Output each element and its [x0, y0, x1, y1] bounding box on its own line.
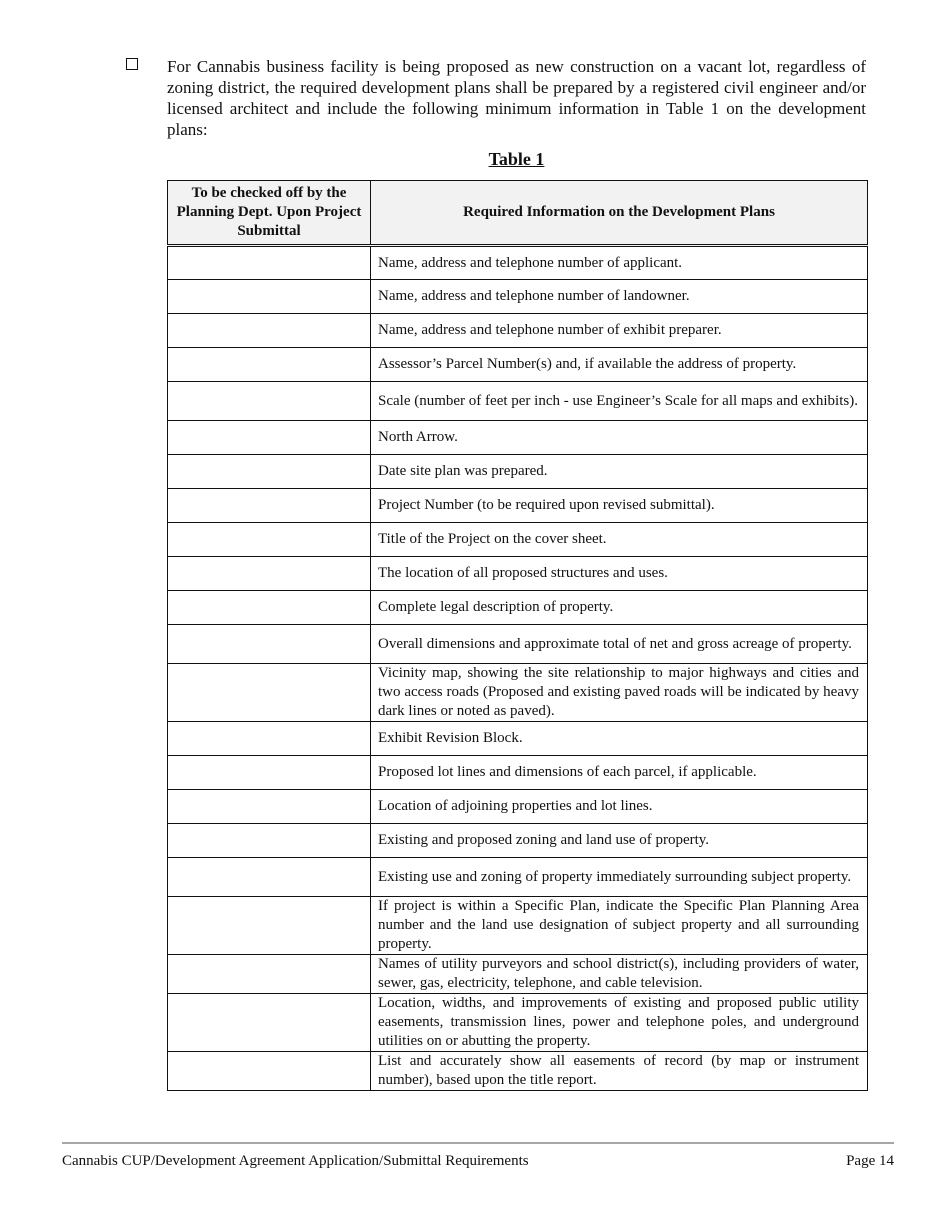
table-row — [168, 557, 868, 591]
table-row — [168, 591, 868, 625]
check-off-cell[interactable] — [168, 523, 371, 557]
table-row — [168, 523, 868, 557]
requirement-cell: Complete legal description of property. — [371, 591, 868, 625]
requirement-cell: Name, address and telephone number of landowner. — [371, 280, 868, 314]
table-row — [168, 897, 868, 955]
table-row — [168, 790, 868, 824]
requirement-cell: Exhibit Revision Block. — [371, 722, 868, 756]
requirements-table — [167, 180, 868, 1091]
checkbox-icon — [126, 58, 138, 70]
table-row — [168, 1052, 868, 1091]
check-off-cell[interactable] — [168, 625, 371, 664]
check-off-cell[interactable] — [168, 824, 371, 858]
requirement-cell: Location, widths, and improvements of existing and proposed public utility easements, transmission lines, power and telephone poles, and underground utilities on or abutting the property. — [371, 994, 868, 1052]
footer-page-number: Page 14 — [846, 1153, 894, 1169]
check-off-cell[interactable] — [168, 756, 371, 790]
table-row — [168, 280, 868, 314]
table-row — [168, 994, 868, 1052]
requirement-cell: Existing and proposed zoning and land use of property. — [371, 824, 868, 858]
check-off-cell[interactable] — [168, 455, 371, 489]
requirement-cell: Vicinity map, showing the site relationship to major highways and cities and two access roads (Proposed and existing paved roads will be indicated by heavy dark lines or noted as paved). — [371, 664, 868, 722]
table-row — [168, 314, 868, 348]
table-row — [168, 664, 868, 722]
requirement-cell: Location of adjoining properties and lot lines. — [371, 790, 868, 824]
table-row — [168, 756, 868, 790]
check-off-cell[interactable] — [168, 994, 371, 1052]
check-off-cell[interactable] — [168, 280, 371, 314]
table-row — [168, 489, 868, 523]
requirement-cell: Title of the Project on the cover sheet. — [371, 523, 868, 557]
check-off-cell[interactable] — [168, 664, 371, 722]
header-info-column: Required Information on the Development Plans — [371, 181, 868, 246]
table-row — [168, 858, 868, 897]
table-row — [168, 955, 868, 994]
requirement-cell: Name, address and telephone number of applicant. — [371, 246, 868, 280]
requirement-cell: Names of utility purveyors and school district(s), including providers of water, sewer, gas, electricity, telephone, and cable television. — [371, 955, 868, 994]
table-row — [168, 625, 868, 664]
check-off-cell[interactable] — [168, 897, 371, 955]
requirement-cell: Project Number (to be required upon revised submittal). — [371, 489, 868, 523]
check-off-cell[interactable] — [168, 314, 371, 348]
table-row — [168, 824, 868, 858]
table-row — [168, 421, 868, 455]
table-row — [168, 382, 868, 421]
requirement-cell: Proposed lot lines and dimensions of each parcel, if applicable. — [371, 756, 868, 790]
requirement-cell: Assessor’s Parcel Number(s) and, if available the address of property. — [371, 348, 868, 382]
footer-divider — [62, 1142, 894, 1144]
requirement-cell: List and accurately show all easements of record (by map or instrument number), based upon the title report. — [371, 1052, 868, 1091]
requirement-cell: If project is within a Specific Plan, indicate the Specific Plan Planning Area number and the land use designation of subject property and all surrounding property. — [371, 897, 868, 955]
requirement-cell: North Arrow. — [371, 421, 868, 455]
table-row — [168, 246, 868, 280]
table-header-row — [168, 181, 868, 246]
table-row — [168, 455, 868, 489]
check-off-cell[interactable] — [168, 348, 371, 382]
requirement-cell: Scale (number of feet per inch - use Engineer’s Scale for all maps and exhibits). — [371, 382, 868, 421]
table-body — [168, 246, 868, 1091]
check-off-cell[interactable] — [168, 489, 371, 523]
table-row — [168, 348, 868, 382]
check-off-cell[interactable] — [168, 421, 371, 455]
check-off-cell[interactable] — [168, 1052, 371, 1091]
check-off-cell[interactable] — [168, 382, 371, 421]
requirement-cell: Name, address and telephone number of exhibit preparer. — [371, 314, 868, 348]
intro-paragraph: For Cannabis business facility is being proposed as new construction on a vacant lot, regardless of zoning district, the required development plans shall be prepared by a registered civil engineer and/or licensed architect and include the following minimum information in Table 1 on the development plans: — [167, 57, 866, 139]
check-off-cell[interactable] — [168, 790, 371, 824]
header-check-column: To be checked off by the Planning Dept. Upon Project Submittal — [168, 181, 371, 246]
requirement-cell: Overall dimensions and approximate total of net and gross acreage of property. — [371, 625, 868, 664]
check-off-cell[interactable] — [168, 591, 371, 625]
check-off-cell[interactable] — [168, 955, 371, 994]
check-off-cell[interactable] — [168, 858, 371, 897]
footer-document-title: Cannabis CUP/Development Agreement Application/Submittal Requirements — [62, 1153, 529, 1169]
requirement-cell: Existing use and zoning of property immediately surrounding subject property. — [371, 858, 868, 897]
table-row — [168, 722, 868, 756]
requirement-cell: The location of all proposed structures and uses. — [371, 557, 868, 591]
requirement-cell: Date site plan was prepared. — [371, 455, 868, 489]
check-off-cell[interactable] — [168, 246, 371, 280]
check-off-cell[interactable] — [168, 557, 371, 591]
check-off-cell[interactable] — [168, 722, 371, 756]
table-title: Table 1 — [488, 149, 545, 169]
